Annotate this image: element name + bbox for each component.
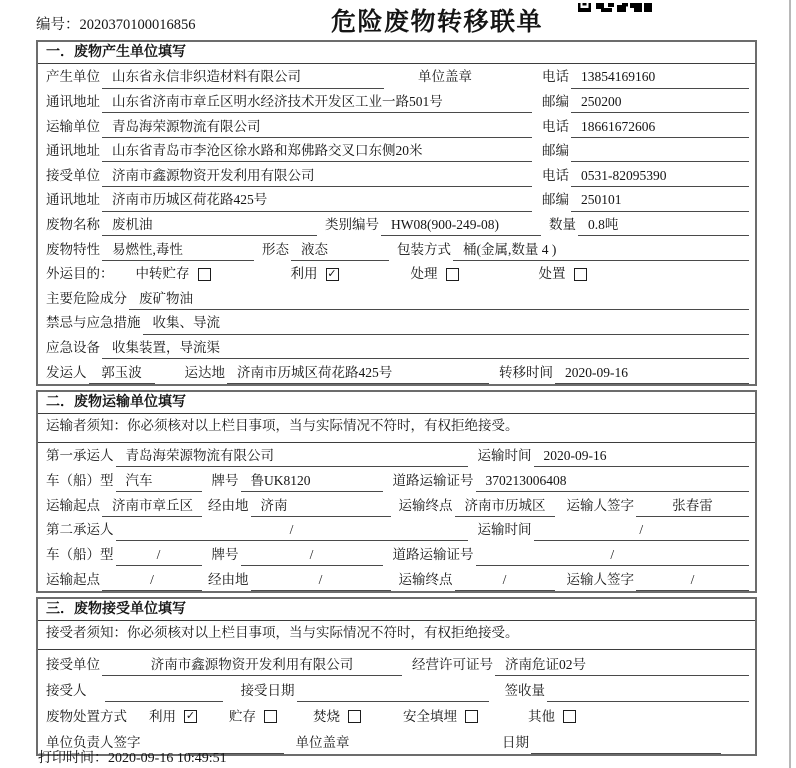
row-receiver-address	[38, 187, 755, 212]
receiver-label: 接受单位	[46, 167, 100, 183]
category-label: 类别编号	[325, 216, 379, 232]
transport-time2-value: /	[534, 522, 750, 541]
origin-label: 运输起点	[46, 497, 100, 513]
date-label: 日期	[502, 734, 529, 750]
accept-date-value	[297, 699, 489, 702]
row-equipment	[38, 335, 755, 360]
serial-value: 2020370100016856	[79, 17, 196, 33]
carrier-sign-label: 运输人签字	[566, 571, 634, 587]
transport-time1-value: 2020-09-16	[534, 448, 750, 467]
license-label: 经营许可证号	[412, 656, 493, 672]
via1-value: 济南	[251, 498, 391, 517]
endpoint1-value: 济南市历城区	[455, 498, 555, 517]
producer-phone-value: 13854169160	[571, 69, 749, 88]
print-time-label: 打印时间：	[38, 751, 108, 766]
row-disposal	[38, 702, 755, 728]
purpose-option-use	[291, 266, 339, 285]
option-label: 利用	[290, 266, 318, 282]
option-label: 安全填埋	[403, 708, 457, 724]
section1-title: 一．废物产生单位填写	[38, 42, 755, 64]
vehicle-type-label: 车（船）型	[46, 472, 114, 488]
zip-label: 邮编	[542, 94, 569, 109]
destination-value: 济南市历城区荷花路425号	[227, 365, 489, 384]
row-transporter-address	[38, 138, 755, 163]
carrier2-value: /	[116, 522, 468, 541]
disposal-option-use	[149, 709, 197, 728]
section2-title: 二．废物运输单位填写	[38, 392, 755, 414]
transporter-phone-value: 18661672606	[571, 119, 749, 138]
road-permit-label: 道路运输证号	[392, 472, 474, 488]
disposal-option-incinerate	[313, 709, 361, 728]
row-vehicle1	[38, 467, 755, 492]
carrier-sign1-value: 张春雷	[636, 498, 749, 517]
producer-label: 产生单位	[46, 69, 100, 85]
row-purpose	[38, 261, 755, 286]
plate-label: 牌号	[211, 546, 239, 562]
accept-unit-value: 济南市鑫源物资开发利用有限公司	[102, 657, 402, 676]
address-label: 通讯地址	[46, 94, 100, 109]
transport-time-label: 运输时间	[477, 448, 532, 464]
address-label: 通讯地址	[46, 143, 100, 159]
producer-value: 山东省永信非织造材料有限公司	[102, 69, 384, 88]
row-receiver	[38, 162, 755, 187]
notice-text: 运输者须知：你必须核对以上栏目事项，当与实际情况不符时，有权拒绝接受。	[46, 418, 519, 434]
row-vehicle2	[38, 541, 755, 566]
receiver-zip-value: 250101	[571, 192, 749, 211]
phone-label: 电话	[542, 118, 569, 134]
transporter-value: 青岛海荣源物流有限公司	[102, 119, 532, 138]
receipt-qty-value	[547, 699, 749, 702]
hazard-label: 主要危险成分	[46, 290, 127, 306]
row-accept-unit	[38, 650, 755, 676]
endpoint2-value: /	[455, 572, 555, 591]
via-label: 经由地	[208, 497, 249, 513]
checkbox-icon	[198, 268, 211, 281]
transfer-time-value: 2020-09-16	[555, 365, 749, 384]
transporter-zip-value	[571, 159, 749, 162]
plate2-value: /	[241, 547, 383, 566]
license-value: 济南危证02号	[495, 657, 749, 676]
row-hazard	[38, 285, 755, 310]
checkbox-icon	[446, 268, 459, 281]
disposal-option-landfill	[403, 709, 478, 728]
row-transporter	[38, 113, 755, 138]
receiver-value: 济南市鑫源物资开发利用有限公司	[102, 168, 532, 187]
disposal-option-storage	[229, 709, 277, 728]
option-label: 焚烧	[313, 708, 340, 724]
checkbox-icon	[563, 710, 576, 723]
row-route1	[38, 492, 755, 517]
taboo-label: 禁忌与应急措施	[46, 315, 141, 331]
option-label: 中转贮存	[135, 266, 190, 282]
form-value: 液态	[291, 242, 389, 261]
receiver-address-value: 济南市历城区荷花路425号	[102, 192, 532, 211]
origin-label: 运输起点	[46, 571, 100, 587]
row-producer-address	[38, 89, 755, 114]
road-permit1-value: 370213006408	[476, 473, 750, 492]
purpose-label: 外运目的：	[46, 266, 114, 282]
plate-label: 牌号	[211, 472, 239, 488]
packing-value: 桶(金属,数量 4 )	[453, 242, 749, 261]
row-taboo	[38, 310, 755, 335]
transporter-notice	[38, 414, 755, 443]
receipt-qty-label: 签收量	[504, 682, 545, 698]
hazard-value: 废矿物油	[129, 291, 749, 310]
qr-code-icon	[578, 0, 652, 18]
destination-label: 运达地	[184, 364, 225, 380]
producer-zip-value: 250200	[571, 94, 749, 113]
plate1-value: 鲁UK8120	[241, 473, 383, 492]
checkbox-icon	[465, 710, 478, 723]
checkbox-icon	[348, 710, 361, 723]
purpose-option-treat	[411, 266, 459, 285]
row-route2	[38, 566, 755, 591]
serial-label: 编号：	[36, 17, 80, 33]
checkbox-checked-icon: ✓	[185, 709, 196, 723]
carrier-sign2-value: /	[636, 572, 749, 591]
origin2-value: /	[102, 572, 202, 591]
checkbox-icon	[574, 268, 587, 281]
road-permit2-value: /	[476, 547, 750, 566]
zip-label: 邮编	[542, 143, 569, 159]
transport-time-label: 运输时间	[477, 522, 532, 538]
row-consignor	[38, 359, 755, 384]
phone-label: 电话	[542, 69, 569, 85]
disposal-label: 废物处置方式	[46, 708, 127, 724]
accept-date-label: 接受日期	[240, 682, 295, 698]
section-producer	[36, 40, 757, 386]
consignor-value: 郭玉波	[89, 365, 155, 384]
trait-value: 易燃性,毒性	[102, 242, 254, 261]
accept-unit-label: 接受单位	[46, 656, 100, 672]
via-label: 经由地	[208, 571, 249, 587]
checkbox-icon	[264, 710, 277, 723]
disposal-option-other	[528, 709, 576, 728]
option-label: 处理	[410, 266, 438, 282]
receiver-phone-value: 0531-82095390	[571, 168, 749, 187]
vehicle-type2-value: /	[116, 547, 202, 566]
section-receiver	[36, 597, 757, 756]
endpoint-label: 运输终点	[398, 571, 453, 587]
row-waste-name	[38, 212, 755, 237]
carrier1-value: 青岛海荣源物流有限公司	[116, 448, 468, 467]
transporter-label: 运输单位	[46, 118, 100, 134]
option-label: 处置	[538, 266, 566, 282]
purpose-option-storage	[136, 266, 211, 285]
carrier-sign-label: 运输人签字	[566, 497, 634, 513]
transporter-address-value: 山东省青岛市李沧区徐水路和郑佛路交叉口东侧20米	[102, 143, 532, 162]
section3-title: 三．废物接受单位填写	[38, 599, 755, 621]
option-label: 其他	[528, 708, 555, 724]
receiver-notice	[38, 621, 755, 650]
quantity-label: 数量	[549, 216, 576, 232]
consignor-label: 发运人	[46, 364, 87, 380]
address-label: 通讯地址	[46, 192, 100, 208]
origin1-value: 济南市章丘区	[102, 498, 202, 517]
transfer-time-label: 转移时间	[499, 364, 553, 380]
road-permit-label: 道路运输证号	[392, 546, 474, 562]
trait-label: 废物特性	[46, 241, 100, 257]
unit-seal-label: 单位盖章	[418, 69, 472, 85]
producer-address-value: 山东省济南市章丘区明水经济技术开发区工业一路501号	[102, 94, 532, 113]
via2-value: /	[251, 572, 391, 591]
manifest-form	[36, 40, 757, 756]
print-time	[38, 747, 227, 767]
taboo-value: 收集、导流	[143, 315, 750, 334]
equipment-value: 收集装置，导流渠	[102, 340, 749, 359]
vehicle-type1-value: 汽车	[116, 473, 202, 492]
carrier2-label: 第二承运人	[46, 522, 114, 538]
head-sign-label: 单位负责人签字	[46, 734, 141, 750]
page-title: 危险废物转移联单	[331, 9, 544, 36]
vehicle-type-label: 车（船）型	[46, 546, 114, 562]
print-time-value: 2020-09-16 10:49:51	[108, 751, 227, 766]
endpoint-label: 运输终点	[398, 497, 453, 513]
category-value: HW08(900-249-08)	[381, 217, 541, 236]
row-carrier1	[38, 443, 755, 468]
zip-label: 邮编	[542, 192, 569, 208]
option-label: 利用	[149, 708, 176, 724]
phone-label: 电话	[542, 167, 569, 183]
option-label: 贮存	[229, 708, 256, 724]
serial-number	[36, 13, 196, 34]
purpose-option-dispose	[539, 266, 587, 285]
row-carrier2	[38, 517, 755, 542]
carrier1-label: 第一承运人	[46, 448, 114, 464]
checkbox-checked-icon: ✓	[327, 266, 337, 280]
notice-text: 接受者须知：你必须核对以上栏目事项，当与实际情况不符时，有权拒绝接受。	[46, 625, 519, 641]
acceptor-label: 接受人	[46, 682, 87, 698]
acceptor-value	[105, 699, 223, 702]
section-transporter	[36, 390, 757, 593]
row-producer	[38, 64, 755, 89]
packing-label: 包装方式	[397, 241, 451, 257]
equipment-label: 应急设备	[46, 339, 100, 355]
form-label: 形态	[262, 241, 289, 257]
waste-name-value: 废机油	[102, 217, 317, 236]
row-waste-trait	[38, 236, 755, 261]
quantity-value: 0.8吨	[578, 217, 749, 236]
unit-seal-label: 单位盖章	[295, 734, 350, 750]
page-edge-divider	[789, 0, 791, 768]
waste-name-label: 废物名称	[46, 216, 100, 232]
row-acceptor	[38, 676, 755, 702]
date-value	[531, 751, 721, 754]
